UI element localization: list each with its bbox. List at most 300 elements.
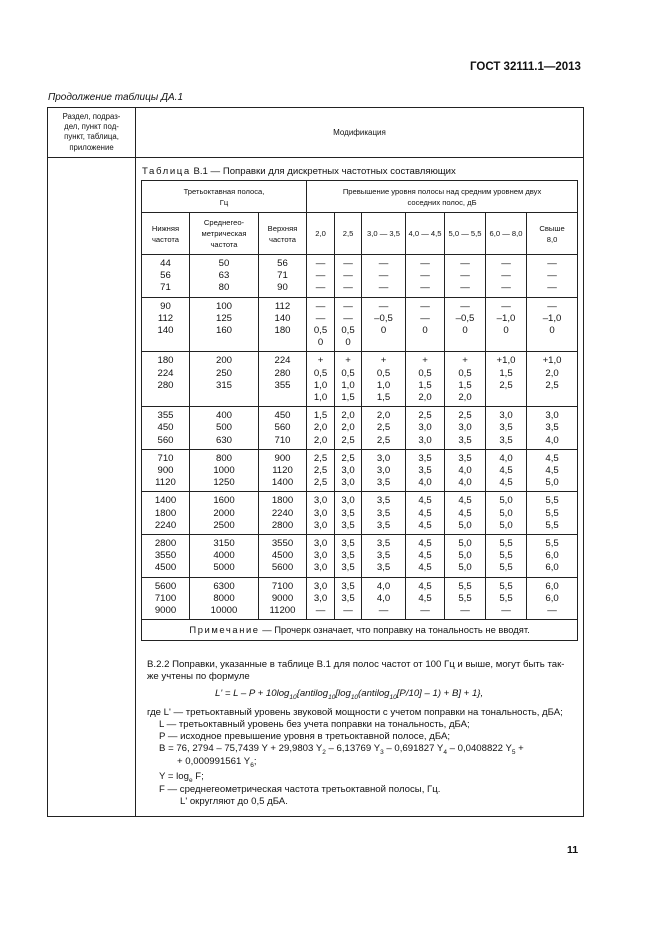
table-cell bbox=[445, 492, 486, 535]
table-cell bbox=[486, 407, 527, 450]
cell-value: 50 bbox=[218, 258, 230, 269]
cell-value: 0 bbox=[462, 325, 468, 337]
cell-value: 560 bbox=[157, 434, 174, 446]
table-cell bbox=[307, 297, 335, 352]
table-row-group bbox=[142, 407, 578, 450]
sub-header-cell bbox=[527, 213, 578, 255]
cell-value: 2,0 bbox=[376, 410, 391, 422]
cell-value: — bbox=[378, 270, 389, 282]
sub-header-line: метрическая bbox=[201, 229, 247, 238]
cell-value: 4,5 bbox=[545, 452, 559, 464]
cell-value: 2240 bbox=[271, 507, 294, 519]
cell-value: 5,0 bbox=[499, 507, 513, 519]
cell-value: 4,0 bbox=[545, 434, 559, 446]
cell-value: 3,5 bbox=[458, 434, 472, 446]
table-cell bbox=[307, 492, 335, 535]
cell-value: 4,5 bbox=[458, 507, 472, 519]
sub-header-line: Нижняя bbox=[151, 223, 180, 233]
cell-value: 1,5 bbox=[418, 379, 432, 391]
cell-value: 2000 bbox=[213, 507, 235, 519]
cell-value: 2,0 bbox=[313, 434, 328, 446]
cell-value: — bbox=[378, 282, 389, 294]
cell-value: 1800 bbox=[271, 495, 294, 507]
cell-value: 3,5 bbox=[341, 507, 355, 519]
cell-value: 6,0 bbox=[545, 592, 559, 604]
sub-header-line: 4,0 — 4,5 bbox=[408, 229, 442, 238]
table-cell bbox=[486, 577, 527, 620]
cell-value: +1,0 bbox=[542, 355, 562, 367]
cell-value: 5,5 bbox=[499, 538, 513, 550]
table-cell bbox=[307, 535, 335, 578]
cell-value: — bbox=[501, 282, 511, 294]
table-cell bbox=[527, 407, 578, 450]
cell-value: 1250 bbox=[213, 477, 235, 489]
cell-value: 3,5 bbox=[418, 452, 432, 464]
table-cell bbox=[142, 297, 190, 352]
formula-l-prime: $L' = L - P + 10\log_{10}\{antilog_{10}[\log_{10}(antilog_{10}[P/10] - 1) + B] + 1\}$, bbox=[215, 688, 484, 701]
cell-value: 4000 bbox=[213, 550, 235, 562]
table-cell bbox=[486, 352, 527, 407]
cell-value: 1,5 bbox=[458, 379, 472, 391]
cell-value: 1120 bbox=[155, 477, 176, 489]
cell-value: 5,0 bbox=[458, 562, 472, 574]
table-row-group bbox=[142, 352, 578, 407]
cell-value: 5,5 bbox=[458, 592, 472, 604]
table-cell bbox=[486, 492, 527, 535]
cell-value: 0 bbox=[549, 325, 555, 337]
table-cell bbox=[259, 255, 307, 298]
cell-value: 710 bbox=[274, 434, 291, 446]
cell-value: — bbox=[460, 258, 470, 269]
table-cell bbox=[362, 535, 406, 578]
table-cell bbox=[335, 492, 362, 535]
table-cell bbox=[406, 577, 445, 620]
cell-value: 1120 bbox=[272, 465, 293, 477]
cell-value: 2,5 bbox=[499, 379, 513, 391]
table-cell bbox=[190, 352, 259, 407]
table-cell bbox=[142, 449, 190, 492]
cell-value: 2,0 bbox=[341, 422, 355, 434]
sub-header-row bbox=[142, 213, 578, 255]
cell-value: 3,5 bbox=[499, 422, 513, 434]
cell-value: 56 bbox=[277, 258, 288, 269]
cell-value: 1,5 bbox=[313, 410, 328, 422]
cell-value: 2,5 bbox=[313, 465, 328, 477]
cell-value: — bbox=[460, 270, 470, 282]
cell-value: 80 bbox=[218, 282, 230, 294]
cell-value: — bbox=[547, 605, 557, 617]
cell-value: 4,5 bbox=[418, 592, 432, 604]
cell-value: 9000 bbox=[154, 605, 177, 617]
cell-value: + bbox=[380, 355, 387, 367]
cell-value: 4,5 bbox=[418, 580, 432, 592]
table-cell bbox=[335, 255, 362, 298]
cell-value: 4,0 bbox=[458, 465, 472, 477]
table-cell bbox=[142, 492, 190, 535]
cell-value: 3,5 bbox=[418, 465, 432, 477]
cell-value: 3,5 bbox=[376, 519, 391, 531]
cell-value: 3,0 bbox=[313, 495, 328, 507]
table-cell bbox=[362, 255, 406, 298]
cell-value: 3,5 bbox=[376, 562, 391, 574]
cell-value: 3,5 bbox=[545, 422, 559, 434]
cell-value: 1600 bbox=[213, 495, 235, 507]
cell-value: 3550 bbox=[154, 550, 177, 562]
cell-value: 5,0 bbox=[458, 550, 472, 562]
cell-value: 5000 bbox=[213, 562, 235, 574]
table-cell bbox=[142, 577, 190, 620]
sub-header-line: Среднегео- bbox=[203, 218, 245, 227]
cell-value: 4,0 bbox=[376, 580, 391, 592]
cell-value: — bbox=[501, 270, 511, 282]
table-caption-label: Таблица bbox=[142, 166, 191, 177]
table-cell bbox=[142, 255, 190, 298]
cell-value: 140 bbox=[274, 312, 291, 324]
cell-value: 3550 bbox=[271, 538, 294, 550]
paragraph-b22-line1: В.2.2 Поправки, указанные в таблице В.1 для полос частот от 100 Гц и выше, могут быть так- bbox=[147, 659, 565, 670]
cell-value: 4,5 bbox=[499, 465, 513, 477]
corrections-table bbox=[141, 180, 578, 641]
cell-value: 5,0 bbox=[499, 519, 513, 531]
cell-value: 1,0 bbox=[313, 379, 328, 391]
cell-value: 2,5 bbox=[418, 410, 432, 422]
cell-value: –0,5 bbox=[455, 312, 475, 324]
cell-value: 1,0 bbox=[313, 392, 328, 404]
standard-number: ГОСТ 32111.1—2013 bbox=[470, 61, 581, 73]
cell-value: 4,0 bbox=[376, 592, 391, 604]
cell-value: 1400 bbox=[154, 495, 177, 507]
cell-value: 8000 bbox=[213, 592, 235, 604]
table-cell bbox=[362, 407, 406, 450]
cell-value: 4500 bbox=[271, 550, 294, 562]
cell-value: 180 bbox=[157, 355, 174, 367]
sub-header-cell bbox=[190, 213, 259, 255]
cell-value: 355 bbox=[157, 410, 174, 422]
cell-value: 560 bbox=[274, 422, 291, 434]
table-continuation: Продолжение таблицы ДА.1 bbox=[48, 92, 184, 103]
cell-value: 800 bbox=[215, 452, 232, 464]
table-cell bbox=[445, 535, 486, 578]
cell-value: — bbox=[315, 312, 326, 324]
cell-value: — bbox=[343, 605, 353, 617]
sub-header-line: 2,0 bbox=[315, 229, 326, 238]
cell-value: 900 bbox=[157, 465, 174, 477]
table-cell bbox=[259, 577, 307, 620]
table-cell bbox=[142, 535, 190, 578]
sub-header-line: частота bbox=[210, 240, 238, 249]
table-cell bbox=[362, 297, 406, 352]
cell-value: 2,5 bbox=[376, 434, 391, 446]
cell-value: 180 bbox=[274, 325, 291, 337]
cell-value: 4,5 bbox=[458, 495, 472, 507]
cell-value: 3,0 bbox=[313, 562, 328, 574]
cell-value: 2,0 bbox=[545, 367, 559, 379]
cell-value: 112 bbox=[157, 312, 174, 324]
cell-value: 2,5 bbox=[341, 452, 355, 464]
cell-value: 2800 bbox=[271, 519, 294, 531]
cell-value: 200 bbox=[215, 355, 232, 367]
cell-value: 5,5 bbox=[458, 580, 472, 592]
table-row-group bbox=[142, 492, 578, 535]
sub-header-line: Свыше bbox=[539, 223, 565, 233]
cell-value: +1,0 bbox=[496, 355, 516, 367]
sub-header-line: 2,5 bbox=[342, 229, 354, 238]
cell-value: 3,5 bbox=[376, 538, 391, 550]
cell-value: 4,5 bbox=[499, 477, 513, 489]
cell-value: 5,5 bbox=[545, 507, 559, 519]
table-cell bbox=[406, 352, 445, 407]
cell-value: 2500 bbox=[213, 519, 235, 531]
cell-value: 224 bbox=[274, 355, 291, 367]
cell-value: 6,0 bbox=[545, 580, 559, 592]
cell-value: + bbox=[422, 355, 428, 367]
cell-value: 450 bbox=[157, 422, 174, 434]
table-cell bbox=[190, 535, 259, 578]
cell-value: 44 bbox=[160, 258, 171, 269]
cell-value: 3,0 bbox=[313, 507, 328, 519]
cell-value: — bbox=[547, 270, 557, 282]
cell-value: — bbox=[343, 270, 353, 282]
cell-value: 160 bbox=[215, 325, 232, 337]
cell-value: — bbox=[501, 605, 511, 617]
cell-value: 0 bbox=[380, 325, 387, 337]
cell-value: 5,0 bbox=[499, 495, 513, 507]
formula-b-line2: + 0,000991561 $Y_6$; bbox=[177, 756, 257, 769]
cell-value: 3,5 bbox=[376, 495, 391, 507]
cell-value: 3,0 bbox=[341, 465, 355, 477]
note-text: — Прочерк означает, что поправку на тональность не вводят. bbox=[259, 624, 530, 636]
cell-value: 5,5 bbox=[545, 519, 559, 531]
table-cell bbox=[486, 535, 527, 578]
cell-value: 710 bbox=[157, 452, 174, 464]
section-header-line: приложение bbox=[69, 142, 114, 152]
cell-value: 90 bbox=[277, 282, 288, 294]
cell-value: 6300 bbox=[213, 580, 235, 592]
cell-value: 0,5 bbox=[313, 367, 328, 379]
cell-value: — bbox=[420, 605, 430, 617]
table-cell bbox=[142, 352, 190, 407]
cell-value: — bbox=[378, 300, 389, 312]
cell-value: 4,0 bbox=[458, 477, 472, 489]
table-cell bbox=[259, 297, 307, 352]
cell-value: 140 bbox=[157, 325, 174, 337]
cell-value: — bbox=[343, 258, 353, 269]
cell-value: 71 bbox=[160, 282, 171, 294]
cell-value: 3,0 bbox=[313, 580, 328, 592]
where-f: F — среднегеометрическая частота третьоктавной полосы, Гц. bbox=[159, 784, 441, 795]
section-header-line: пункт, таблица, bbox=[64, 132, 119, 142]
table-cell bbox=[362, 492, 406, 535]
cell-value: 4500 bbox=[154, 562, 177, 574]
cell-value: 90 bbox=[160, 300, 171, 312]
cell-value: — bbox=[378, 605, 389, 617]
cell-value: 280 bbox=[274, 367, 291, 379]
table-cell bbox=[486, 255, 527, 298]
table-cell bbox=[527, 255, 578, 298]
table-cell bbox=[190, 449, 259, 492]
table-cell bbox=[445, 297, 486, 352]
cell-value: 2,5 bbox=[376, 422, 391, 434]
cell-value: 1,5 bbox=[499, 367, 513, 379]
table-cell bbox=[259, 407, 307, 450]
sub-header-cell bbox=[445, 213, 486, 255]
table-cell bbox=[307, 352, 335, 407]
where-l: L — третьоктавный уровень без учета поправки на тональность, дБА; bbox=[159, 719, 470, 730]
cell-value: 4,5 bbox=[418, 519, 432, 531]
cell-value: — bbox=[460, 300, 470, 312]
section-column-header bbox=[48, 112, 135, 153]
cell-value: 3,5 bbox=[376, 550, 391, 562]
cell-value: 2800 bbox=[154, 538, 177, 550]
cell-value: 3,0 bbox=[499, 410, 513, 422]
cell-value: — bbox=[343, 300, 353, 312]
table-row-group bbox=[142, 535, 578, 578]
table-cell bbox=[259, 492, 307, 535]
cell-value: 4,5 bbox=[418, 562, 432, 574]
formula-y: $Y = \log_e F$; bbox=[159, 771, 204, 784]
cell-value: 3,5 bbox=[341, 562, 355, 574]
cell-value: 0 bbox=[503, 325, 509, 337]
cell-value: 0 bbox=[422, 325, 428, 337]
table-cell bbox=[335, 449, 362, 492]
sub-header-line: 6,0 — 8,0 bbox=[489, 229, 523, 238]
table-caption-text: В.1 — Поправки для дискретных частотных составляющих bbox=[190, 166, 456, 177]
where-l-prime: где L' — третьоктавный уровень звуковой мощности с учетом поправки на тональность, дБА; bbox=[147, 707, 563, 718]
cell-value: 630 bbox=[215, 434, 232, 446]
cell-value: 3,0 bbox=[458, 422, 472, 434]
cell-value: 5,0 bbox=[458, 538, 472, 550]
cell-value: 0,5 bbox=[376, 367, 391, 379]
cell-value: 355 bbox=[274, 379, 291, 391]
cell-value: 3,0 bbox=[418, 422, 432, 434]
cell-value: –1,0 bbox=[496, 312, 516, 324]
table-cell bbox=[335, 535, 362, 578]
cell-value: 3,5 bbox=[341, 519, 355, 531]
cell-value: 3,0 bbox=[376, 452, 391, 464]
cell-value: 3,5 bbox=[376, 507, 391, 519]
cell-value: — bbox=[547, 258, 557, 269]
sub-header-cell bbox=[142, 213, 190, 255]
outer-header-divider bbox=[48, 157, 583, 158]
cell-value: 5,5 bbox=[499, 592, 513, 604]
cell-value: + bbox=[345, 355, 351, 367]
table-cell bbox=[527, 449, 578, 492]
cell-value: 3,5 bbox=[341, 580, 355, 592]
table-cell bbox=[190, 297, 259, 352]
cell-value: 5600 bbox=[271, 562, 294, 574]
cell-value: 3,0 bbox=[313, 592, 328, 604]
cell-value: 3,0 bbox=[545, 410, 559, 422]
cell-value: 1,5 bbox=[341, 392, 355, 404]
table-row-group bbox=[142, 449, 578, 492]
table-cell bbox=[406, 407, 445, 450]
cell-value: 4,5 bbox=[418, 538, 432, 550]
table-cell bbox=[259, 535, 307, 578]
cell-value: 3,0 bbox=[341, 477, 355, 489]
cell-value: 3,5 bbox=[499, 434, 513, 446]
cell-value: — bbox=[460, 282, 470, 294]
cell-value: 2,5 bbox=[313, 477, 328, 489]
outer-column-divider bbox=[135, 108, 136, 816]
sub-header-cell bbox=[307, 213, 335, 255]
cell-value: 2,0 bbox=[458, 392, 472, 404]
cell-value: 7100 bbox=[154, 592, 177, 604]
table-cell bbox=[406, 449, 445, 492]
cell-value: 3,0 bbox=[341, 495, 355, 507]
sub-header-line: Верхняя bbox=[267, 223, 298, 233]
cell-value: + bbox=[462, 355, 468, 367]
cell-value: 3,5 bbox=[458, 452, 472, 464]
cell-value: — bbox=[378, 258, 389, 269]
table-cell bbox=[307, 255, 335, 298]
cell-value: 5,5 bbox=[499, 562, 513, 574]
cell-value: 500 bbox=[215, 422, 232, 434]
sub-header-cell bbox=[486, 213, 527, 255]
cell-value: 2,0 bbox=[341, 410, 355, 422]
cell-value: 4,0 bbox=[499, 452, 513, 464]
cell-value: 5,0 bbox=[545, 477, 559, 489]
cell-value: 125 bbox=[215, 312, 232, 324]
cell-value: 0,5 bbox=[418, 367, 432, 379]
table-cell bbox=[527, 352, 578, 407]
table-cell bbox=[335, 352, 362, 407]
table-cell bbox=[527, 297, 578, 352]
cell-value: — bbox=[501, 300, 511, 312]
cell-value: 4,5 bbox=[418, 507, 432, 519]
table-cell bbox=[445, 449, 486, 492]
cell-value: 0 bbox=[345, 337, 351, 349]
sub-header-cell bbox=[406, 213, 445, 255]
cell-value: 3,0 bbox=[313, 519, 328, 531]
table-cell bbox=[142, 407, 190, 450]
cell-value: 5,0 bbox=[458, 519, 472, 531]
sub-header-line: частота bbox=[151, 234, 180, 244]
cell-value: — bbox=[315, 282, 326, 294]
table-cell bbox=[527, 535, 578, 578]
cell-value: — bbox=[547, 282, 557, 294]
cell-value: 1,5 bbox=[376, 392, 391, 404]
table-cell bbox=[362, 449, 406, 492]
table-cell bbox=[527, 492, 578, 535]
table-cell bbox=[406, 492, 445, 535]
cell-value: 0,5 bbox=[341, 325, 355, 337]
cell-value: 450 bbox=[274, 410, 291, 422]
cell-value: 2240 bbox=[154, 519, 177, 531]
cell-value: 2,5 bbox=[545, 379, 559, 391]
cell-value: 4,5 bbox=[545, 465, 559, 477]
cell-value: 9000 bbox=[271, 592, 294, 604]
table-cell bbox=[335, 407, 362, 450]
table-cell bbox=[406, 255, 445, 298]
rounding-note: L' округляют до 0,5 дБА. bbox=[180, 796, 288, 807]
cell-value: 1000 bbox=[213, 465, 235, 477]
table-cell bbox=[486, 297, 527, 352]
cell-value: 2,0 bbox=[313, 422, 328, 434]
cell-value: — bbox=[315, 258, 326, 269]
cell-value: 1400 bbox=[271, 477, 294, 489]
cell-value: — bbox=[460, 605, 470, 617]
cell-value: 1800 bbox=[154, 507, 177, 519]
table-cell bbox=[445, 255, 486, 298]
table-cell bbox=[406, 535, 445, 578]
cell-value: — bbox=[315, 270, 326, 282]
cell-value: — bbox=[343, 282, 353, 294]
table-cell bbox=[335, 297, 362, 352]
sub-header-cell bbox=[362, 213, 406, 255]
cell-value: — bbox=[315, 605, 326, 617]
table-row-group bbox=[142, 297, 578, 352]
table-cell bbox=[362, 352, 406, 407]
